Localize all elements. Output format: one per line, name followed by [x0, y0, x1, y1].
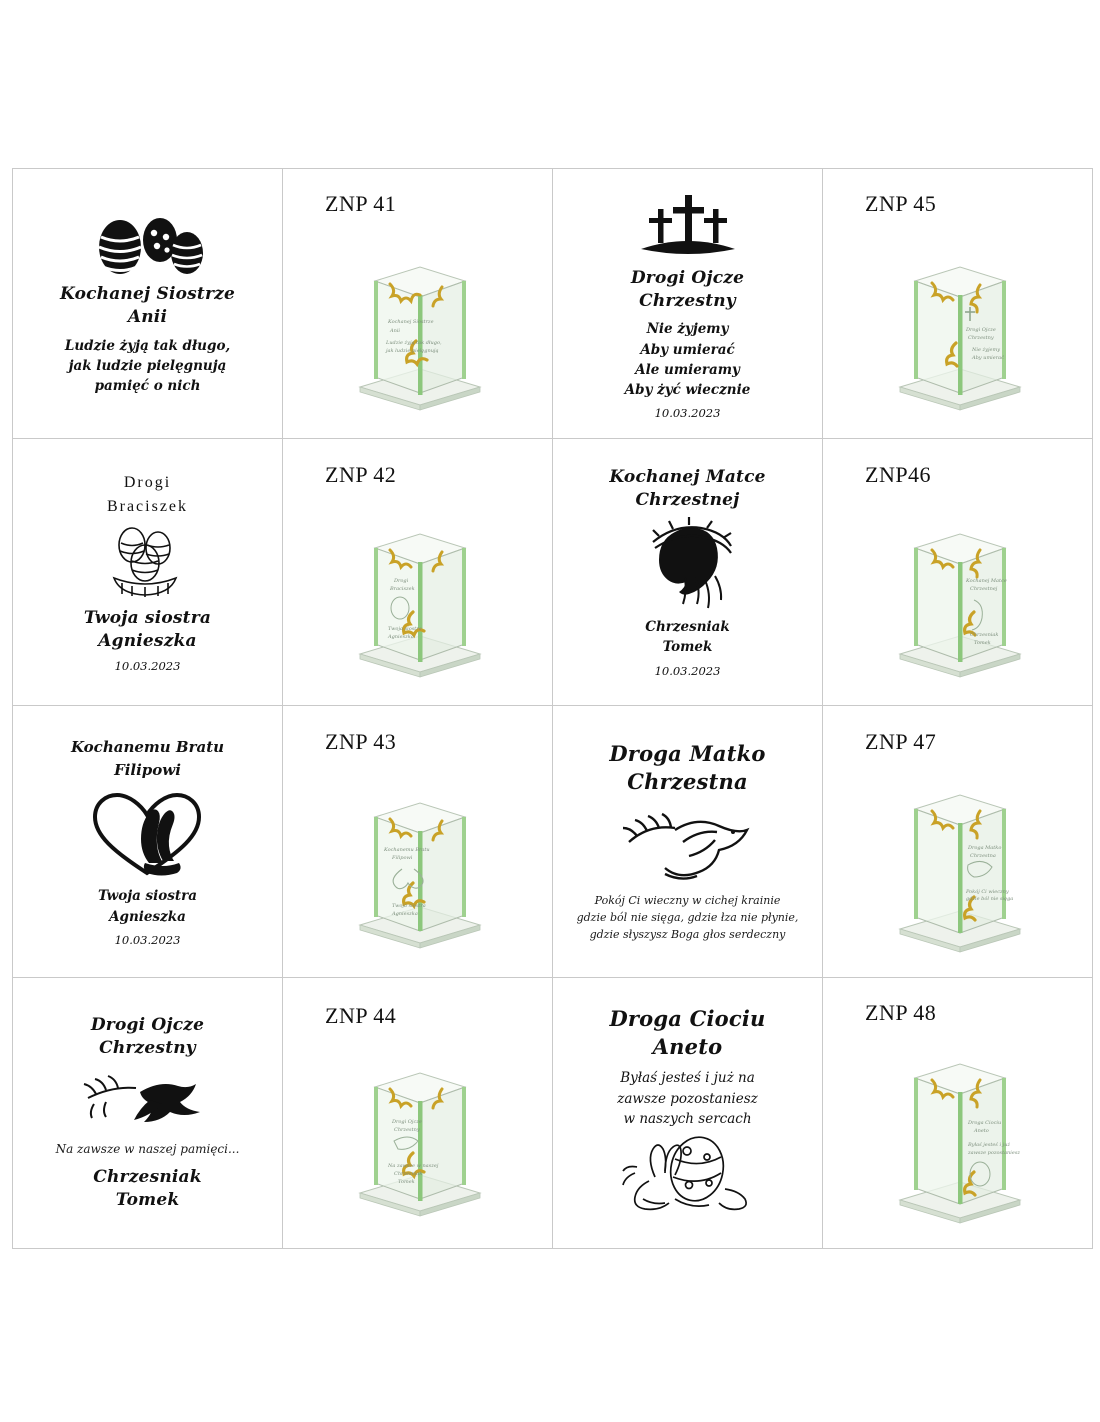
design-verse: Nie żyjemy Aby umierać Ale umieramy Aby żyć wiecznie	[624, 321, 751, 399]
product-image	[829, 1028, 1086, 1228]
design-date: 10.03.2023	[114, 658, 181, 673]
photo-cell-znp42	[283, 439, 553, 706]
product-image	[289, 490, 546, 685]
product-image	[829, 757, 1086, 957]
svg-text:Nie żyjemy: Nie żyjemy	[972, 346, 1001, 353]
design-heading: Drogi Braciszek	[106, 474, 189, 516]
product-code: ZNP 48	[865, 1000, 937, 1025]
svg-text:Filipowi: Filipowi	[392, 854, 413, 861]
design-heading: Droga Ciociu Aneto	[609, 1005, 766, 1060]
dove-olive-branch-icon	[613, 800, 763, 886]
svg-text:Drogi: Drogi	[394, 577, 409, 584]
design-heading: Droga Matko Chrzestna	[609, 740, 766, 794]
photo-cell-znp41	[283, 169, 553, 439]
svg-text:Tomek: Tomek	[974, 639, 991, 646]
product-grid	[12, 168, 1093, 1249]
svg-text:Agnieszka: Agnieszka	[392, 910, 418, 917]
design-cell-znp48	[553, 978, 823, 1249]
easter-eggs-icon	[88, 215, 208, 277]
design-cell-znp43	[13, 706, 283, 978]
svg-text:Chrzesniak: Chrzesniak	[394, 1170, 423, 1177]
jesus-crown-of-thorns-icon	[625, 516, 750, 611]
svg-text:zawsze pozostaniesz: zawsze pozostaniesz	[968, 1150, 1021, 1156]
design-heading: Drogi Ojcze Chrzestny	[90, 1015, 205, 1059]
photo-cell-znp46	[823, 439, 1093, 706]
svg-text:Kochanej Siostrze: Kochanej Siostrze	[388, 318, 434, 325]
product-code: ZNP 44	[325, 1002, 397, 1028]
photo-cell-znp47	[823, 706, 1093, 978]
svg-text:Tomek: Tomek	[398, 1178, 415, 1185]
svg-text:Chrzestna: Chrzestna	[970, 852, 996, 859]
svg-text:Chrzestny: Chrzestny	[394, 1126, 420, 1133]
svg-text:Agnieszka: Agnieszka	[388, 633, 414, 640]
design-heading: Kochanej Siostrze Anii	[59, 283, 236, 327]
design-date: 10.03.2023	[114, 932, 181, 947]
svg-text:Chrzesniak: Chrzesniak	[970, 631, 999, 638]
design-date: 10.03.2023	[654, 663, 721, 678]
svg-text:Chrzestny: Chrzestny	[968, 334, 994, 341]
table-row	[13, 978, 1093, 1249]
catalog-sheet	[12, 168, 1088, 1250]
easter-bunny-egg-icon	[615, 1133, 760, 1215]
design-cell-znp42	[13, 439, 283, 706]
product-code: ZNP46	[865, 461, 932, 487]
product-image	[829, 219, 1086, 419]
swallow-branch-icon	[78, 1064, 218, 1134]
svg-text:gdzie ból nie sięga: gdzie ból nie sięga	[966, 895, 1014, 902]
design-verse-signature: Chrzesniak Tomek	[93, 1166, 202, 1210]
svg-text:jak ludzie pielęgnują: jak ludzie pielęgnują	[386, 347, 439, 354]
design-date: 10.03.2023	[654, 406, 721, 421]
product-code: ZNP 43	[325, 728, 397, 754]
design-heading: Drogi Ojcze Chrzestny	[630, 267, 745, 311]
svg-text:Aby umierać: Aby umierać	[972, 354, 1004, 361]
svg-text:Twoja siostra: Twoja siostra	[392, 902, 426, 909]
photo-cell-znp44	[283, 978, 553, 1249]
photo-cell-znp48	[823, 978, 1093, 1249]
design-verse: Ludzie żyją tak długo, jak ludzie pielęgnują pamięć o nich	[64, 337, 231, 395]
design-verse: Twoja siostra Agnieszka	[83, 608, 212, 651]
svg-text:Twoja siostra: Twoja siostra	[388, 625, 422, 632]
design-verse: Pokój Ci wieczny w cichej krainie gdzie ból nie sięga, gdzie łza nie płynie, gdzie słyszysz Boga głos serdeczny	[576, 894, 799, 942]
svg-text:Anii: Anii	[390, 327, 401, 334]
design-verse: Twoja siostra Agnieszka	[98, 888, 197, 925]
product-code: ZNP 47	[865, 728, 937, 754]
table-row	[13, 439, 1093, 706]
svg-text:Kochanej Matce: Kochanej Matce	[966, 577, 1007, 584]
svg-text:Na zawsze w naszej: Na zawsze w naszej	[388, 1162, 439, 1169]
design-verse: Chrzesniak Tomek	[645, 619, 730, 656]
product-image	[829, 490, 1086, 685]
product-image	[289, 1031, 546, 1226]
design-heading: Kochanemu Bratu Filipowi	[70, 738, 225, 779]
product-image	[289, 757, 546, 957]
heart-praying-hands-icon	[83, 785, 213, 880]
svg-text:Droga Ciociu: Droga Ciociu	[968, 1120, 1002, 1126]
svg-text:Ludzie żyją tak długo,: Ludzie żyją tak długo,	[386, 339, 442, 346]
design-verse: Byłaś jesteś i już na zawsze pozostaniesz w naszych sercach	[617, 1070, 758, 1127]
svg-text:Pokój Ci wieczny: Pokój Ci wieczny	[966, 888, 1009, 895]
easter-eggs-basket-icon	[88, 523, 208, 601]
product-code: ZNP 41	[325, 190, 397, 216]
product-code: ZNP 42	[325, 461, 397, 487]
design-verse-line1: Na zawsze w naszej pamięci...	[55, 1142, 240, 1157]
design-cell-znp46	[553, 439, 823, 706]
table-row	[13, 169, 1093, 439]
product-code: ZNP 45	[865, 190, 937, 216]
design-heading: Kochanej Matce Chrzestnej	[609, 467, 766, 511]
photo-cell-znp43	[283, 706, 553, 978]
design-cell-znp44	[13, 978, 283, 1249]
photo-cell-znp45	[823, 169, 1093, 439]
svg-text:Kochanemu Bratu: Kochanemu Bratu	[384, 846, 430, 853]
product-image	[289, 219, 546, 419]
svg-text:Chrzestnej: Chrzestnej	[970, 585, 998, 592]
svg-text:Drogi Ojcze: Drogi Ojcze	[966, 326, 996, 333]
svg-text:Droga Matko: Droga Matko	[968, 844, 1002, 851]
svg-text:Aneto: Aneto	[974, 1128, 989, 1134]
design-cell-znp41	[13, 169, 283, 439]
svg-text:Braciszek: Braciszek	[390, 585, 415, 592]
design-cell-znp45	[553, 169, 823, 439]
design-cell-znp47	[553, 706, 823, 978]
svg-text:Drogi Ojcze: Drogi Ojcze	[392, 1118, 422, 1125]
svg-text:Byłaś jesteś i już: Byłaś jesteś i już	[968, 1142, 1011, 1148]
three-crosses-icon	[633, 191, 743, 261]
table-row	[13, 706, 1093, 978]
